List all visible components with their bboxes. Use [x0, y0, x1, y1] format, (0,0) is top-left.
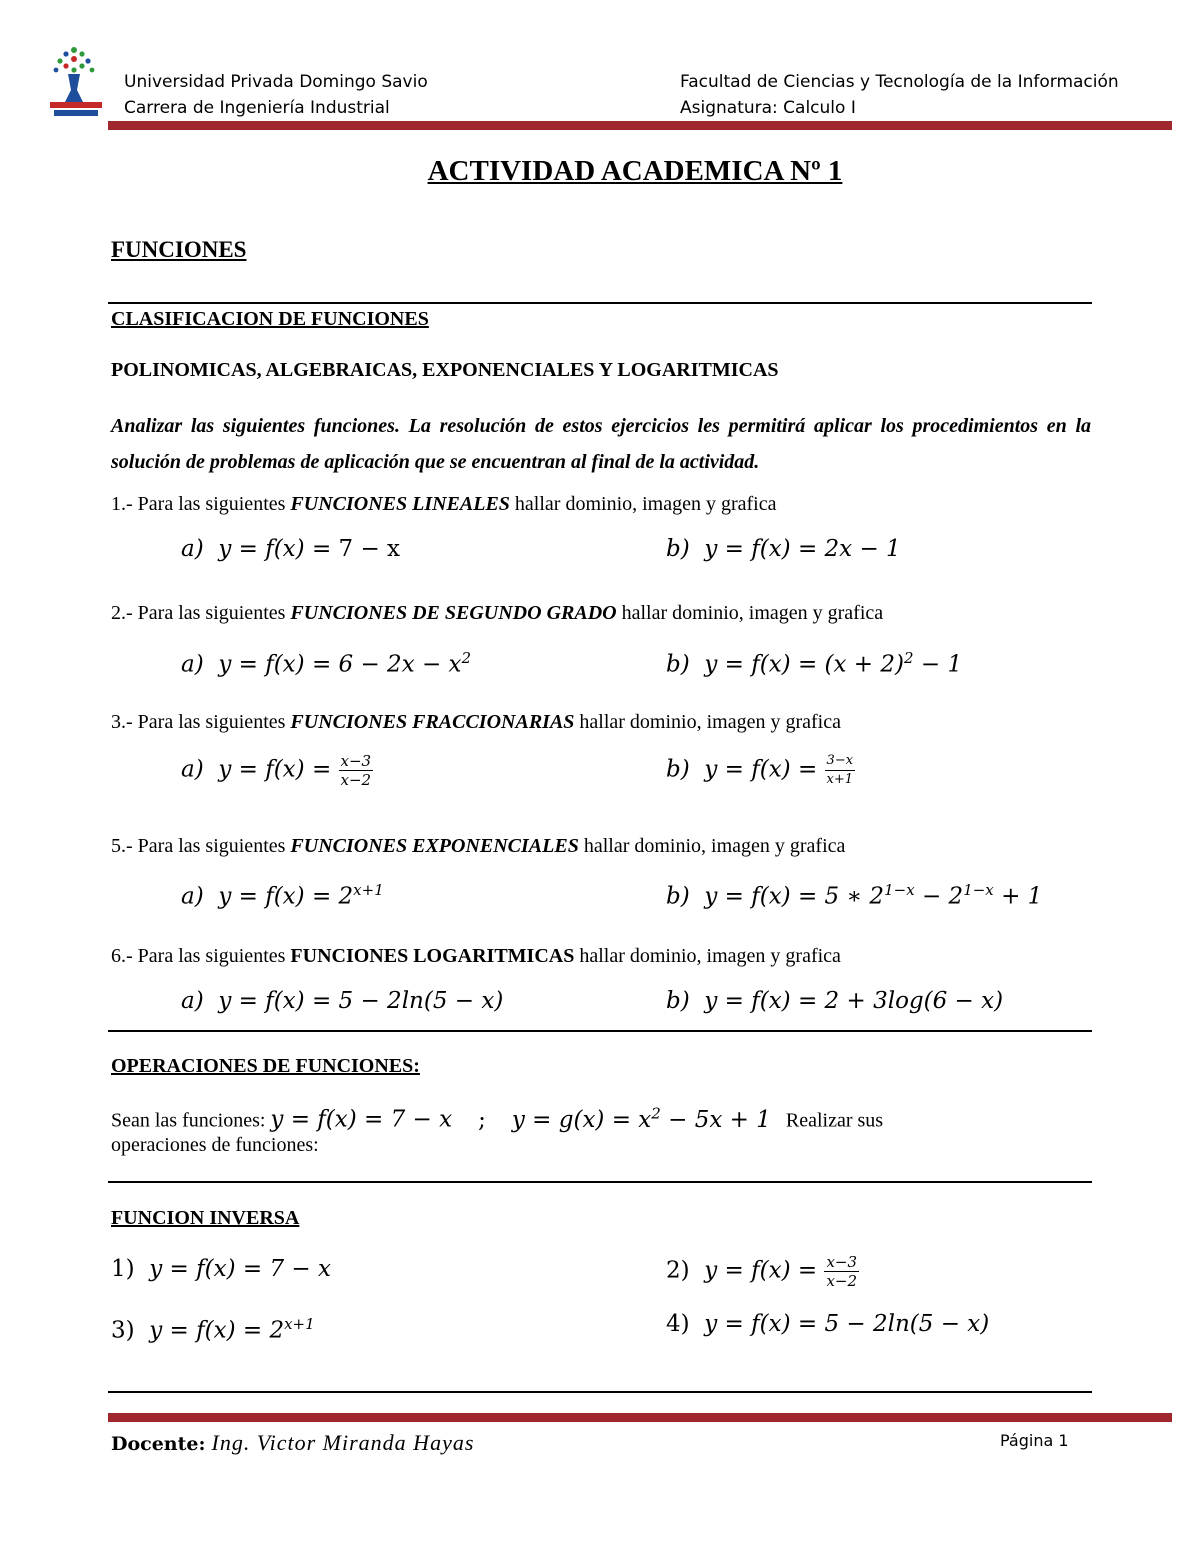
problem-1b-equation: b) y = f(x) = 2x − 1	[666, 536, 901, 562]
subheading-types: POLINOMICAS, ALGEBRAICAS, EXPONENCIALES Y LOGARITMICAS	[111, 359, 779, 381]
inverse-4-equation: 4) y = f(x) = 5 − 2ln(5 − x)	[666, 1311, 990, 1337]
problem-6b-equation: b) y = f(x) = 2 + 3log(6 − x)	[666, 988, 1004, 1014]
operaciones-statement: Sean las funciones: y = f(x) = 7 − x ; $y = g(x) = x^2 - 5x + 1$ Realizar sus	[111, 1104, 884, 1133]
page-title: ACTIVIDAD ACADEMICA Nº 1	[427, 155, 843, 187]
f-definition: y = f(x) = 7 − x	[270, 1106, 453, 1133]
inverse-2-equation: 2) y = f(x) = $\frac{x-3}{x-2}$	[666, 1253, 858, 1290]
university-tree-logo-icon	[48, 44, 108, 122]
heading-operaciones: OPERACIONES DE FUNCIONES:	[111, 1055, 420, 1077]
header-career: Carrera de Ingeniería Industrial	[124, 98, 390, 118]
inverse-3-equation: 3) $y = f(x) = 2^{x+1}$	[111, 1315, 315, 1344]
problem-6a-equation: a) y = f(x) = 5 − 2ln(5 − x)	[181, 988, 504, 1014]
problem-5a-equation: a) $y = f(x) = 2^{x+1}$	[181, 881, 384, 910]
section-heading-funciones: FUNCIONES	[111, 237, 247, 262]
problem-3a-equation: a) y = f(x) = $\frac{x-3}{x-2}$	[181, 752, 372, 789]
problem-5-statement: 5.- Para las siguientes FUNCIONES EXPONENCIALES hallar dominio, imagen y grafica	[111, 835, 846, 857]
problem-1a-equation: a) y = f(x) = 7 − x	[181, 536, 401, 562]
page-number: Página 1	[1000, 1431, 1069, 1450]
problem-3b-equation: b) y = f(x) = $\frac{3-x}{x+1}$	[666, 753, 854, 787]
section-divider	[108, 1030, 1092, 1032]
problem-3-statement: 3.- Para las siguientes FUNCIONES FRACCIONARIAS hallar dominio, imagen y grafica	[111, 711, 841, 733]
problem-6-statement: 6.- Para las siguientes FUNCIONES LOGARITMICAS hallar dominio, imagen y grafica	[111, 945, 841, 967]
heading-funcion-inversa: FUNCION INVERSA	[111, 1207, 300, 1229]
footer-docente: Docente: Ing. Victor Miranda Hayas	[111, 1430, 475, 1455]
inverse-1-equation: 1) y = f(x) = 7 − x	[111, 1256, 331, 1282]
heading-clasificacion: CLASIFICACION DE FUNCIONES	[111, 308, 429, 330]
fraction: $\frac{3-x}{x+1}$	[826, 753, 854, 787]
fraction: $\frac{x-3}{x-2}$	[340, 752, 372, 789]
operaciones-statement-line2: operaciones de funciones:	[111, 1134, 319, 1156]
section-divider	[108, 1391, 1092, 1393]
header-university: Universidad Privada Domingo Savio	[124, 72, 428, 92]
problem-2b-equation: b) $y = f(x) = (x + 2)^2 - 1$	[666, 649, 963, 678]
header-faculty: Facultad de Ciencias y Tecnología de la Información	[680, 72, 1119, 92]
section-divider	[108, 302, 1092, 304]
problem-5b-equation: b) y = f(x) = 5 ∗ $2^{1-x} - 2^{1-x} + 1$	[666, 881, 1043, 910]
problem-2a-equation: a) $y = f(x) = 6 - 2x - x^2$	[181, 649, 472, 678]
header-subject: Asignatura: Calculo I	[680, 98, 856, 118]
problem-1-statement: 1.- Para las siguientes FUNCIONES LINEALES hallar dominio, imagen y grafica	[111, 493, 777, 515]
problem-2-statement: 2.- Para las siguientes FUNCIONES DE SEGUNDO GRADO hallar dominio, imagen y grafica	[111, 602, 884, 624]
fraction: $\frac{x-3}{x-2}$	[826, 1253, 858, 1290]
instructions-paragraph: Analizar las siguientes funciones. La resolución de estos ejercicios les permitirá aplicar los procedimientos en la solución de problemas de aplicación que se encuentran al final de la actividad.	[111, 415, 1091, 473]
section-divider	[108, 1181, 1092, 1183]
docente-signature: Ing. Victor Miranda Hayas	[211, 1430, 475, 1455]
header-accent-rule	[108, 121, 1172, 130]
footer-accent-rule	[108, 1413, 1172, 1422]
g-definition: $y = g(x) = x^2 - 5x + 1$	[511, 1104, 771, 1133]
